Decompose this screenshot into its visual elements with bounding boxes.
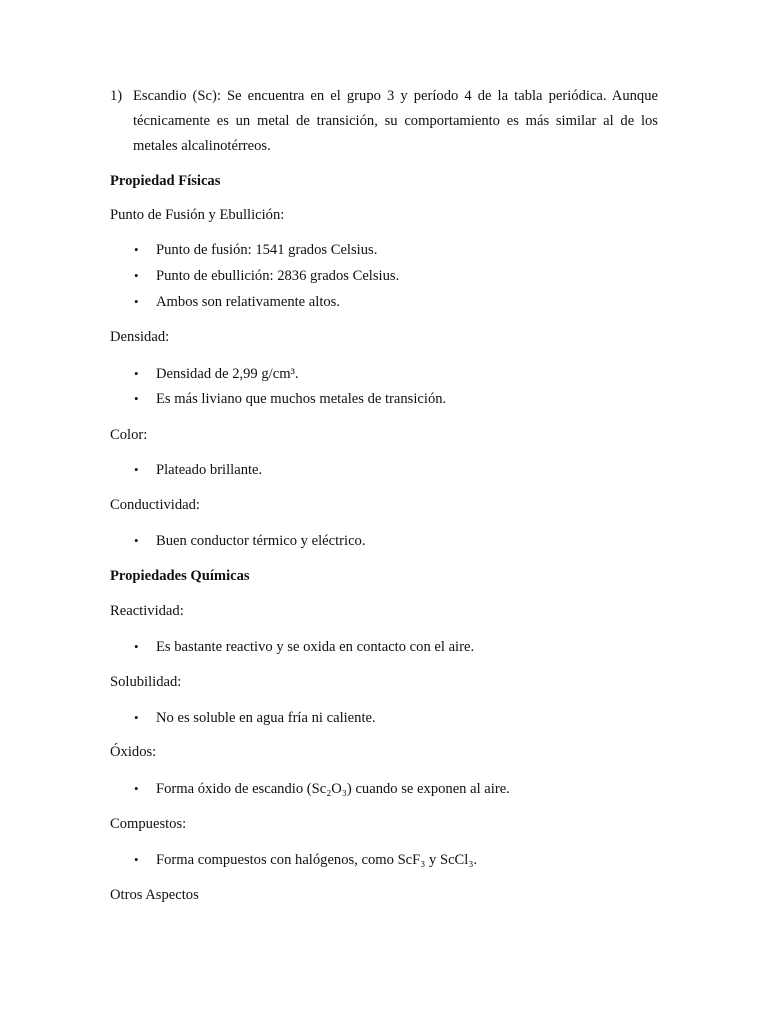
other-aspects-heading: Otros Aspectos [110, 887, 199, 903]
bullet-icon: • [134, 366, 139, 381]
list-item-text: Es bastante reactivo y se oxida en contacto con el aire. [156, 639, 475, 655]
list-item-text: Punto de ebullición: 2836 grados Celsius. [156, 268, 400, 284]
compounds-label: Compuestos: [110, 816, 187, 832]
solubility-label: Solubilidad: [110, 674, 182, 690]
bullet-icon: • [134, 639, 139, 654]
bullet-icon: • [134, 852, 139, 867]
list-item-text: Buen conductor térmico y eléctrico. [156, 533, 366, 549]
chemical-properties-heading: Propiedades Químicas [110, 568, 250, 584]
physical-properties-heading: Propiedad Físicas [110, 173, 221, 189]
bullet-icon: • [134, 391, 139, 406]
list-item-text: Punto de fusión: 1541 grados Celsius. [156, 242, 378, 258]
list-item-text: No es soluble en agua fría ni caliente. [156, 710, 376, 726]
conductivity-label: Conductividad: [110, 497, 200, 513]
intro-text: Escandio (Sc): Se encuentra en el grupo 3 y período 4 de la tabla periódica. Aunque técnicamente es un metal de transición, su comportamiento es más similar al de los metales alcalinotérreos. [133, 88, 658, 154]
bullet-icon: • [134, 242, 139, 257]
bullet-icon: • [134, 710, 139, 725]
density-label: Densidad: [110, 329, 170, 345]
bullet-icon: • [134, 533, 139, 548]
list-item-text: Forma óxido de escandio (Sc₂O₃) cuando se exponen al aire. [156, 781, 510, 797]
bullet-icon: • [134, 268, 139, 283]
reactivity-label: Reactividad: [110, 603, 184, 619]
color-label: Color: [110, 427, 148, 443]
list-item-text: Plateado brillante. [156, 462, 263, 478]
bullet-icon: • [134, 294, 139, 309]
bullet-icon: • [134, 462, 139, 477]
bullet-icon: • [134, 781, 139, 796]
list-item-text: Forma compuestos con halógenos, como ScF₃ y ScCl₃. [156, 852, 478, 868]
melting-boiling-label: Punto de Fusión y Ebullición: [110, 207, 285, 223]
list-number: 1) [110, 88, 123, 104]
list-item-text: Es más liviano que muchos metales de transición. [156, 391, 447, 407]
intro-paragraph [110, 84, 658, 159]
list-item-text: Densidad de 2,99 g/cm³. [156, 366, 299, 382]
oxides-label: Óxidos: [110, 744, 157, 760]
list-item-text: Ambos son relativamente altos. [156, 294, 341, 310]
